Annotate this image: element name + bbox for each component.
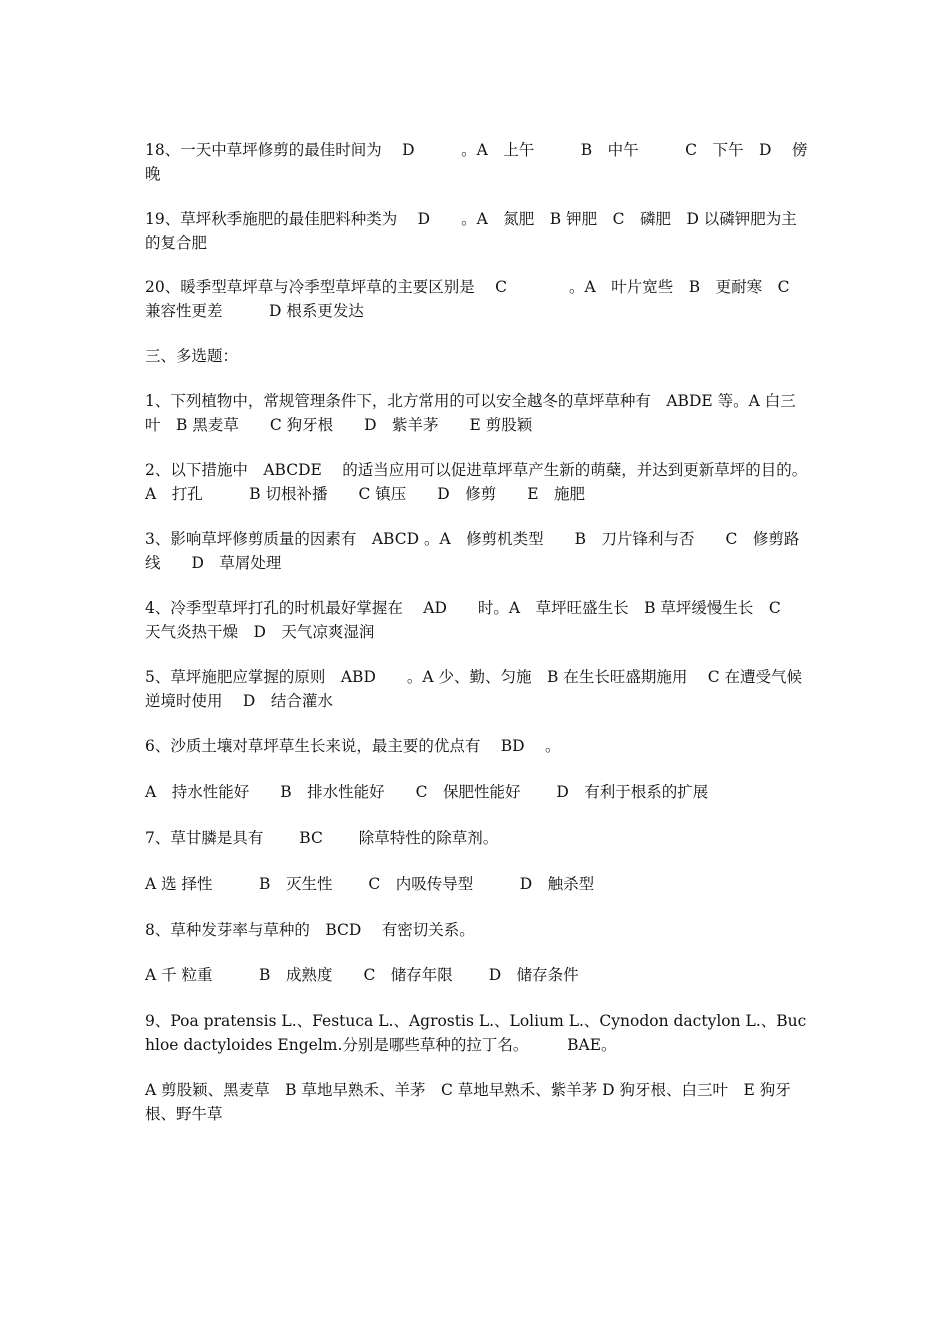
multi-question-9-options: A 剪股颖、黑麦草 B 草地早熟禾、羊茅 C 草地早熟禾、紫羊茅 D 狗牙根、白三叶 E 狗牙根、野牛草 xyxy=(145,1081,791,1123)
section-heading-multiple-choice: 三、多选题： xyxy=(145,347,239,365)
multi-question-7-options: A 选 择性 B 灭生性 C 内吸传导型 D 触杀型 xyxy=(145,875,595,893)
multi-question-2: 2、以下措施中 ABCDE 的适当应用可以促进草坪草产生新的萌蘖，并达到更新草坪的目的。A 打孔 B 切根补播 C 镇压 D 修剪 E 施肥 xyxy=(145,461,808,503)
multi-question-5: 5、草坪施肥应掌握的原则 ABD 。A 少、勤、匀施 B 在生长旺盛期施用 C 在遭受气候逆境时使用 D 结合灌水 xyxy=(145,668,803,710)
multi-question-3: 3、影响草坪修剪质量的因素有 ABCD 。A 修剪机类型 B 刀片锋利与否 C 修剪路线 D 草屑处理 xyxy=(145,530,800,572)
question-20: 20、暖季型草坪草与冷季型草坪草的主要区别是 C 。A 叶片宽些 B 更耐寒 C 兼容性更差 D 根系更发达 xyxy=(145,278,805,320)
multi-question-8-options: A 千 粒重 B 成熟度 C 储存年限 D 储存条件 xyxy=(145,966,579,984)
multi-question-4: 4、冷季型草坪打孔的时机最好掌握在 AD 时。A 草坪旺盛生长 B 草坪缓慢生长 C 天气炎热干燥 D 天气凉爽湿润 xyxy=(145,599,797,641)
question-19: 19、草坪秋季施肥的最佳肥料种类为 D 。A 氮肥 B 钾肥 C 磷肥 D 以磷钾肥为主的复合肥 xyxy=(145,210,797,252)
question-18: 18、一天中草坪修剪的最佳时间为 D 。A 上午 B 中午 C 下午 D 傍晚 xyxy=(145,141,808,183)
multi-question-6: 6、沙质土壤对草坪草生长来说，最主要的优点有 BD 。 xyxy=(145,737,561,755)
multi-question-9: 9、Poa pratensis L.、Festuca L.、Agrostis L.、Lolium L.、Cynodon dactylon L.、Buchloe dactyloides Engelm.分别是哪些草种的拉丁名。 BAE。 xyxy=(145,1012,807,1054)
multi-question-1: 1、下列植物中，常规管理条件下，北方常用的可以安全越冬的草坪草种有 ABDE 等。A 白三叶 B 黑麦草 C 狗牙根 D 紫羊茅 E 剪股颖 xyxy=(145,392,796,434)
multi-question-6-options: A 持水性能好 B 排水性能好 C 保肥性能好 D 有利于根系的扩展 xyxy=(145,783,709,801)
multi-question-7: 7、草甘膦是具有 BC 除草特性的除草剂。 xyxy=(145,829,499,847)
multi-question-8: 8、草种发芽率与草种的 BCD 有密切关系。 xyxy=(145,921,475,939)
